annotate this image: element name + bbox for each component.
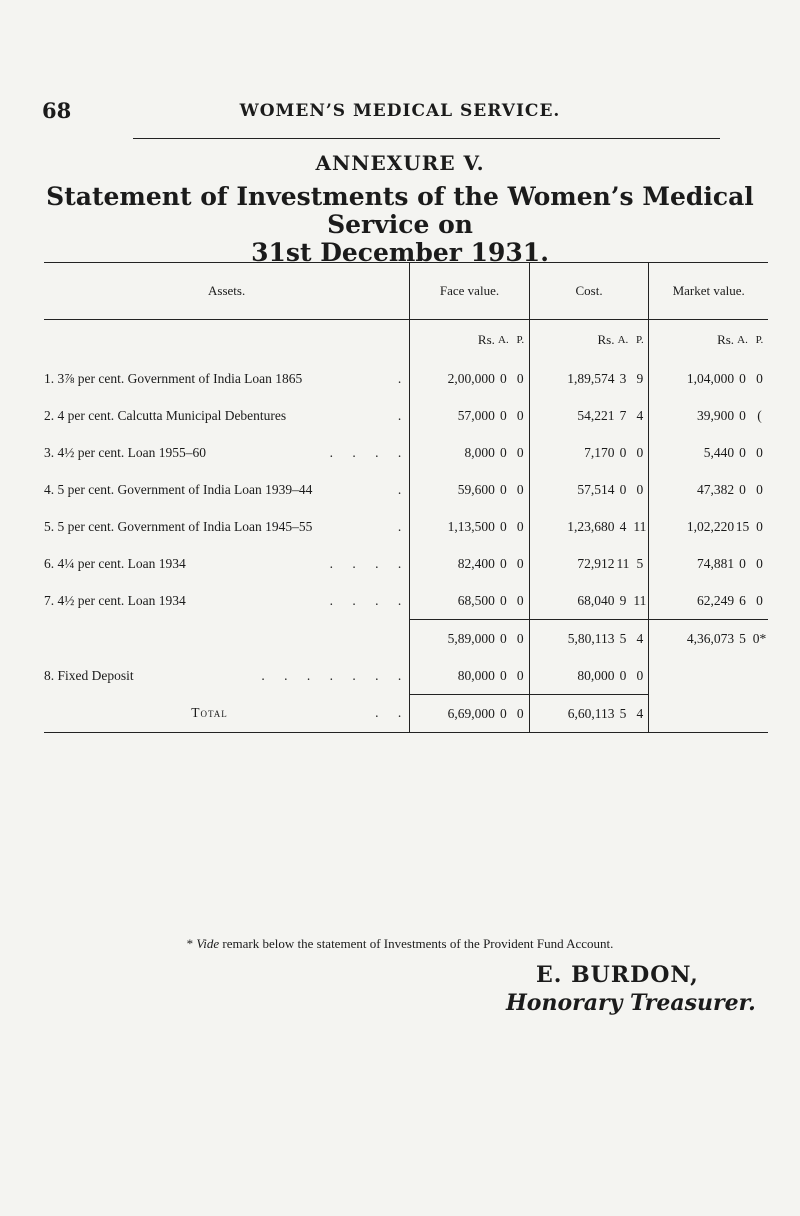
cost-p: 0 — [636, 667, 644, 683]
table-row — [44, 508, 768, 545]
header-market-value: Market value. — [649, 263, 768, 320]
leader-dots: . . . . . . . — [261, 667, 410, 683]
header-rule — [133, 138, 720, 139]
cost-p: 0 — [636, 444, 644, 460]
unit-a: A. — [498, 334, 509, 346]
market-p: 0 — [756, 444, 763, 460]
leader-dots: . . . . — [329, 592, 410, 608]
footnote — [0, 936, 800, 952]
face-p: 0 — [516, 555, 524, 571]
subtotal-cost-rs: 5,80,113 — [529, 620, 614, 658]
market-p: 0 — [756, 592, 763, 608]
face-a: 0 — [499, 481, 507, 497]
cost-rs: 1,89,574 — [529, 360, 614, 397]
header-cost: Cost. — [529, 263, 649, 320]
total-cost-a: 5 — [614, 695, 631, 733]
subtotal-market-p: 0* — [751, 620, 768, 658]
cost-a: 3 — [619, 370, 627, 386]
subtotal-face-rs: 5,89,000 — [410, 620, 495, 658]
market-p: 0 — [756, 518, 763, 534]
market-a: 15 — [735, 518, 750, 534]
asset-name: 8. Fixed Deposit — [44, 667, 134, 683]
unit-rs: Rs. — [649, 320, 734, 361]
cost-a: 0 — [619, 481, 627, 497]
asset-name: 6. 4¼ per cent. Loan 1934 — [44, 555, 186, 571]
market-rs: 62,249 — [649, 582, 734, 620]
total-cost-p: 4 — [631, 695, 648, 733]
face-rs: 68,500 — [410, 582, 495, 620]
cost-rs: 68,040 — [529, 582, 614, 620]
unit-rs: Rs. — [529, 320, 614, 361]
face-a: 0 — [499, 518, 507, 534]
subtotal-market-a: 5 — [734, 620, 751, 658]
statement-title-line-2: 31st December 1931. — [251, 238, 549, 267]
cost-a: 7 — [619, 407, 627, 423]
cost-p: 11 — [633, 518, 647, 534]
unit-p: P. — [636, 334, 644, 346]
face-p: 0 — [516, 407, 524, 423]
table-row — [44, 397, 768, 434]
leader-dots: . — [397, 370, 410, 386]
leader-dots: . — [397, 518, 410, 534]
cost-rs: 80,000 — [529, 657, 614, 695]
face-p: 0 — [516, 370, 524, 386]
face-rs: 59,600 — [410, 471, 495, 508]
face-p: 0 — [516, 667, 524, 683]
leader-dots: . . — [375, 705, 410, 721]
market-a: 0 — [739, 370, 746, 386]
signatory-title: Honorary Treasurer. — [506, 990, 756, 1016]
cost-rs: 72,912 — [529, 545, 614, 582]
market-p: ( — [757, 407, 762, 423]
subtotal-market-rs: 4,36,073 — [649, 620, 734, 658]
statement-title-line-1: Statement of Investments of the Women’s Medical Service on — [46, 182, 754, 239]
header-assets: Assets. — [44, 263, 410, 320]
face-p: 0 — [516, 444, 524, 460]
investments-table — [44, 262, 768, 733]
asset-name: 2. 4 per cent. Calcutta Municipal Debentures — [44, 407, 287, 423]
page-number: 68 — [42, 98, 72, 123]
cost-p: 9 — [636, 370, 644, 386]
market-p: 0 — [756, 481, 763, 497]
annexure-heading: ANNEXURE V. — [315, 151, 485, 175]
footnote-text: remark below the statement of Investments of the Provident Fund Account. — [222, 936, 614, 951]
face-rs: 8,000 — [410, 434, 495, 471]
face-a: 0 — [499, 555, 507, 571]
table-row — [44, 360, 768, 397]
asset-name: 7. 4½ per cent. Loan 1934 — [44, 592, 186, 608]
unit-rs: Rs. — [410, 320, 495, 361]
market-rs: 5,440 — [649, 434, 734, 471]
face-rs: 1,13,500 — [410, 508, 495, 545]
table-header-row — [44, 263, 768, 320]
face-rs: 2,00,000 — [410, 360, 495, 397]
asset-name: 3. 4½ per cent. Loan 1955–60 — [44, 444, 206, 460]
total-face-a: 0 — [495, 695, 512, 733]
running-head: WOMEN’S MEDICAL SERVICE. — [239, 101, 561, 121]
subtotal-face-p: 0 — [512, 620, 529, 658]
cost-a: 0 — [619, 444, 627, 460]
table-row — [44, 545, 768, 582]
total-label: Total — [191, 705, 228, 721]
market-rs: 1,02,220 — [649, 508, 734, 545]
statement-title — [0, 183, 800, 267]
market-a: 0 — [739, 481, 746, 497]
face-a: 0 — [499, 444, 507, 460]
total-cost-rs: 6,60,113 — [529, 695, 614, 733]
face-a: 0 — [499, 407, 507, 423]
fixed-deposit-row — [44, 657, 768, 695]
cost-p: 5 — [636, 555, 644, 571]
total-face-rs: 6,69,000 — [410, 695, 495, 733]
face-p: 0 — [516, 518, 524, 534]
unit-a: A. — [737, 334, 748, 346]
market-a: 0 — [739, 444, 746, 460]
subtotal-cost-a: 5 — [614, 620, 631, 658]
market-p: 0 — [756, 555, 763, 571]
subtotal-cost-p: 4 — [631, 620, 648, 658]
leader-dots: . — [397, 407, 410, 423]
market-a: 6 — [739, 592, 746, 608]
face-rs: 80,000 — [410, 657, 495, 695]
table-row — [44, 471, 768, 508]
market-p: 0 — [756, 370, 763, 386]
table-row — [44, 434, 768, 471]
cost-rs: 7,170 — [529, 434, 614, 471]
unit-p: P. — [755, 334, 764, 346]
cost-rs: 54,221 — [529, 397, 614, 434]
header-face-value: Face value. — [410, 263, 530, 320]
asset-name: 5. 5 per cent. Government of India Loan 1945–55 — [44, 518, 313, 534]
face-p: 0 — [516, 481, 524, 497]
asset-name: 1. 3⅞ per cent. Government of India Loan 1865 — [44, 370, 303, 386]
table-row — [44, 582, 768, 620]
leader-dots: . . . . — [329, 444, 410, 460]
cost-rs: 57,514 — [529, 471, 614, 508]
leader-dots: . — [397, 481, 410, 497]
subtotal-row — [44, 620, 768, 658]
face-p: 0 — [516, 592, 524, 608]
market-rs: 47,382 — [649, 471, 734, 508]
cost-p: 4 — [636, 407, 644, 423]
face-rs: 82,400 — [410, 545, 495, 582]
footnote-vide: Vide — [196, 936, 220, 951]
asset-name: 4. 5 per cent. Government of India Loan 1939–44 — [44, 481, 313, 497]
face-a: 0 — [499, 667, 507, 683]
units-row — [44, 320, 768, 361]
face-a: 0 — [499, 370, 507, 386]
market-a: 0 — [739, 555, 746, 571]
subtotal-face-a: 0 — [495, 620, 512, 658]
leader-dots: . . . . — [329, 555, 410, 571]
cost-a: 4 — [619, 518, 627, 534]
market-rs: 1,04,000 — [649, 360, 734, 397]
market-rs: 74,881 — [649, 545, 734, 582]
unit-p: P. — [516, 334, 525, 346]
face-rs: 57,000 — [410, 397, 495, 434]
market-a: 0 — [739, 407, 746, 423]
total-face-p: 0 — [512, 695, 529, 733]
cost-p: 11 — [633, 592, 647, 608]
total-row — [44, 695, 768, 733]
signatory-name: E. BURDON, — [536, 962, 699, 988]
cost-p: 0 — [636, 481, 644, 497]
cost-rs: 1,23,680 — [529, 508, 614, 545]
unit-a: A. — [617, 334, 629, 346]
market-rs: 39,900 — [649, 397, 734, 434]
cost-a: 11 — [616, 555, 630, 571]
cost-a: 0 — [619, 667, 627, 683]
face-a: 0 — [499, 592, 507, 608]
cost-a: 9 — [619, 592, 627, 608]
footnote-marker: * — [186, 936, 194, 951]
